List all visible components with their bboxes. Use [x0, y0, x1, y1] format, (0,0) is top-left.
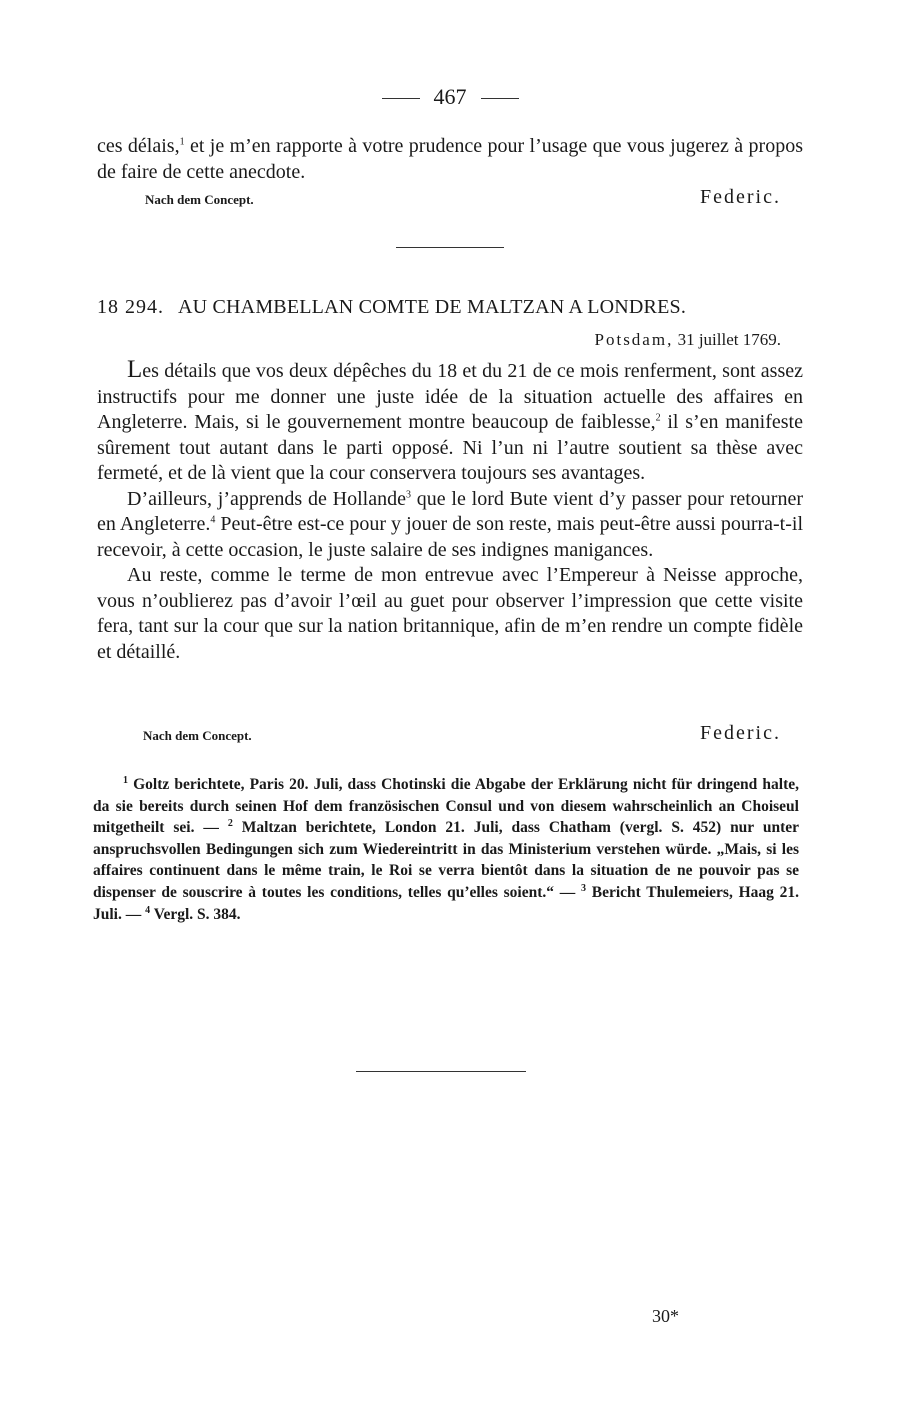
paragraph-1 — [97, 357, 803, 487]
footnote-mark-3: 3 — [581, 882, 587, 894]
dateline-date: 31 juillet 1769. — [673, 330, 781, 349]
footnote-ref-1: 1 — [179, 136, 185, 148]
dateline — [97, 330, 781, 350]
footnote-2: Maltzan berichtete, London 21. Juli, dass Chatham (vergl. S. 452) nur unter anspruchsvollen Bedingungen sich zum Wiedereintritt in das Ministerium verstehen würde. „Mais, si les affaires continuent dans le même train, le Roi se verra bientôt dans la situation de ne pouvoir pas se dispenser de souscrire à toutes les conditions, telles qu’elles soient.“ — — [93, 819, 799, 901]
paragraph-2-text-c: Peut-être est-ce pour y jouer de son reste, mais peut-être aussi pourra-t-il recevoir, à cette occasion, le juste salaire de ses indignes manigances. — [97, 513, 804, 561]
letter-title: AU CHAMBELLAN COMTE DE MALTZAN A LONDRES. — [178, 296, 687, 318]
previous-letter-ending — [97, 134, 803, 185]
section-divider — [396, 247, 504, 248]
paragraph-3: Au reste, comme le terme de mon entrevue avec l’Empereur à Neisse approche, vous n’oublierez pas d’avoir l’œil au guet pour observer l’impression que cette visite fera, tant sur la cour que sur la nation britannique, afin de m’en rendre un compte fidèle et détaillé. — [97, 564, 803, 663]
closing-row-1 — [97, 186, 781, 212]
footnote-mark-1: 1 — [123, 774, 128, 786]
letter-body — [97, 357, 803, 665]
source-note: Nach dem Concept. — [145, 192, 254, 207]
source-note: Nach dem Concept. — [143, 728, 252, 743]
footnote-3: Bericht Thulemeiers, Haag 21. Juli. — — [93, 883, 800, 923]
closing-row-2 — [97, 722, 781, 748]
signature: Federic. — [700, 722, 781, 744]
paragraph-1-text-a: es détails que vos deux dépêches du 18 et du 21 de ce mois renferment, sont assez instructifs pour me donner une juste idée de la situation actuelle des affaires en Angleterre. Mais, si le gouvernement montre beaucoup de faiblesse, — [97, 360, 803, 433]
paragraph-2 — [97, 487, 803, 564]
continued-text-start: ces délais, — [97, 135, 180, 157]
dateline-place: Potsdam, — [594, 330, 674, 349]
header-dash-right — [481, 98, 519, 99]
signature-mark: 30* — [652, 1306, 679, 1326]
footnote-ref-3: 3 — [405, 488, 411, 500]
footnote-ref-2: 2 — [655, 412, 661, 424]
footnote-1: Goltz berichtete, Paris 20. Juli, dass Chotinski die Abgabe der Erklärung nicht für dringend halte, da sie bereits durch seinen Hof dem französischen Consul und von diesem wahrscheinlich an Choiseul mitgetheilt sei. — — [93, 776, 799, 837]
footnote-ref-4: 4 — [210, 514, 216, 526]
header-dash-left — [382, 98, 420, 99]
footnotes — [93, 774, 799, 925]
footnote-mark-4: 4 — [145, 904, 151, 916]
signature: Federic. — [700, 186, 781, 208]
initial-letter: L — [127, 356, 143, 383]
page-number: 467 — [433, 84, 467, 109]
footnote-4: Vergl. S. 384. — [150, 905, 241, 923]
paragraph-1-text-b: il s’en manifeste sûrement tout autant dans le parti opposé. Ni l’un ni l’autre soutient sa thèse avec fermeté, et de là vient que la cour conservera toujours ses avantages. — [97, 411, 803, 484]
continued-text-end: et je m’en rapporte à votre prudence pour l’usage que vous jugerez à propos de faire de cette anecdote. — [97, 135, 803, 183]
paragraph-2-text-b: que le lord Bute vient d’y passer pour retourner en Angleterre. — [97, 487, 803, 535]
letter-number: 18 294. — [97, 296, 164, 318]
paragraph-2-text-a: D’ailleurs, j’apprends de Hollande — [127, 487, 406, 510]
letter-heading — [97, 296, 803, 319]
end-divider — [356, 1071, 526, 1072]
footnote-mark-2: 2 — [227, 818, 233, 830]
page-header — [0, 84, 900, 110]
